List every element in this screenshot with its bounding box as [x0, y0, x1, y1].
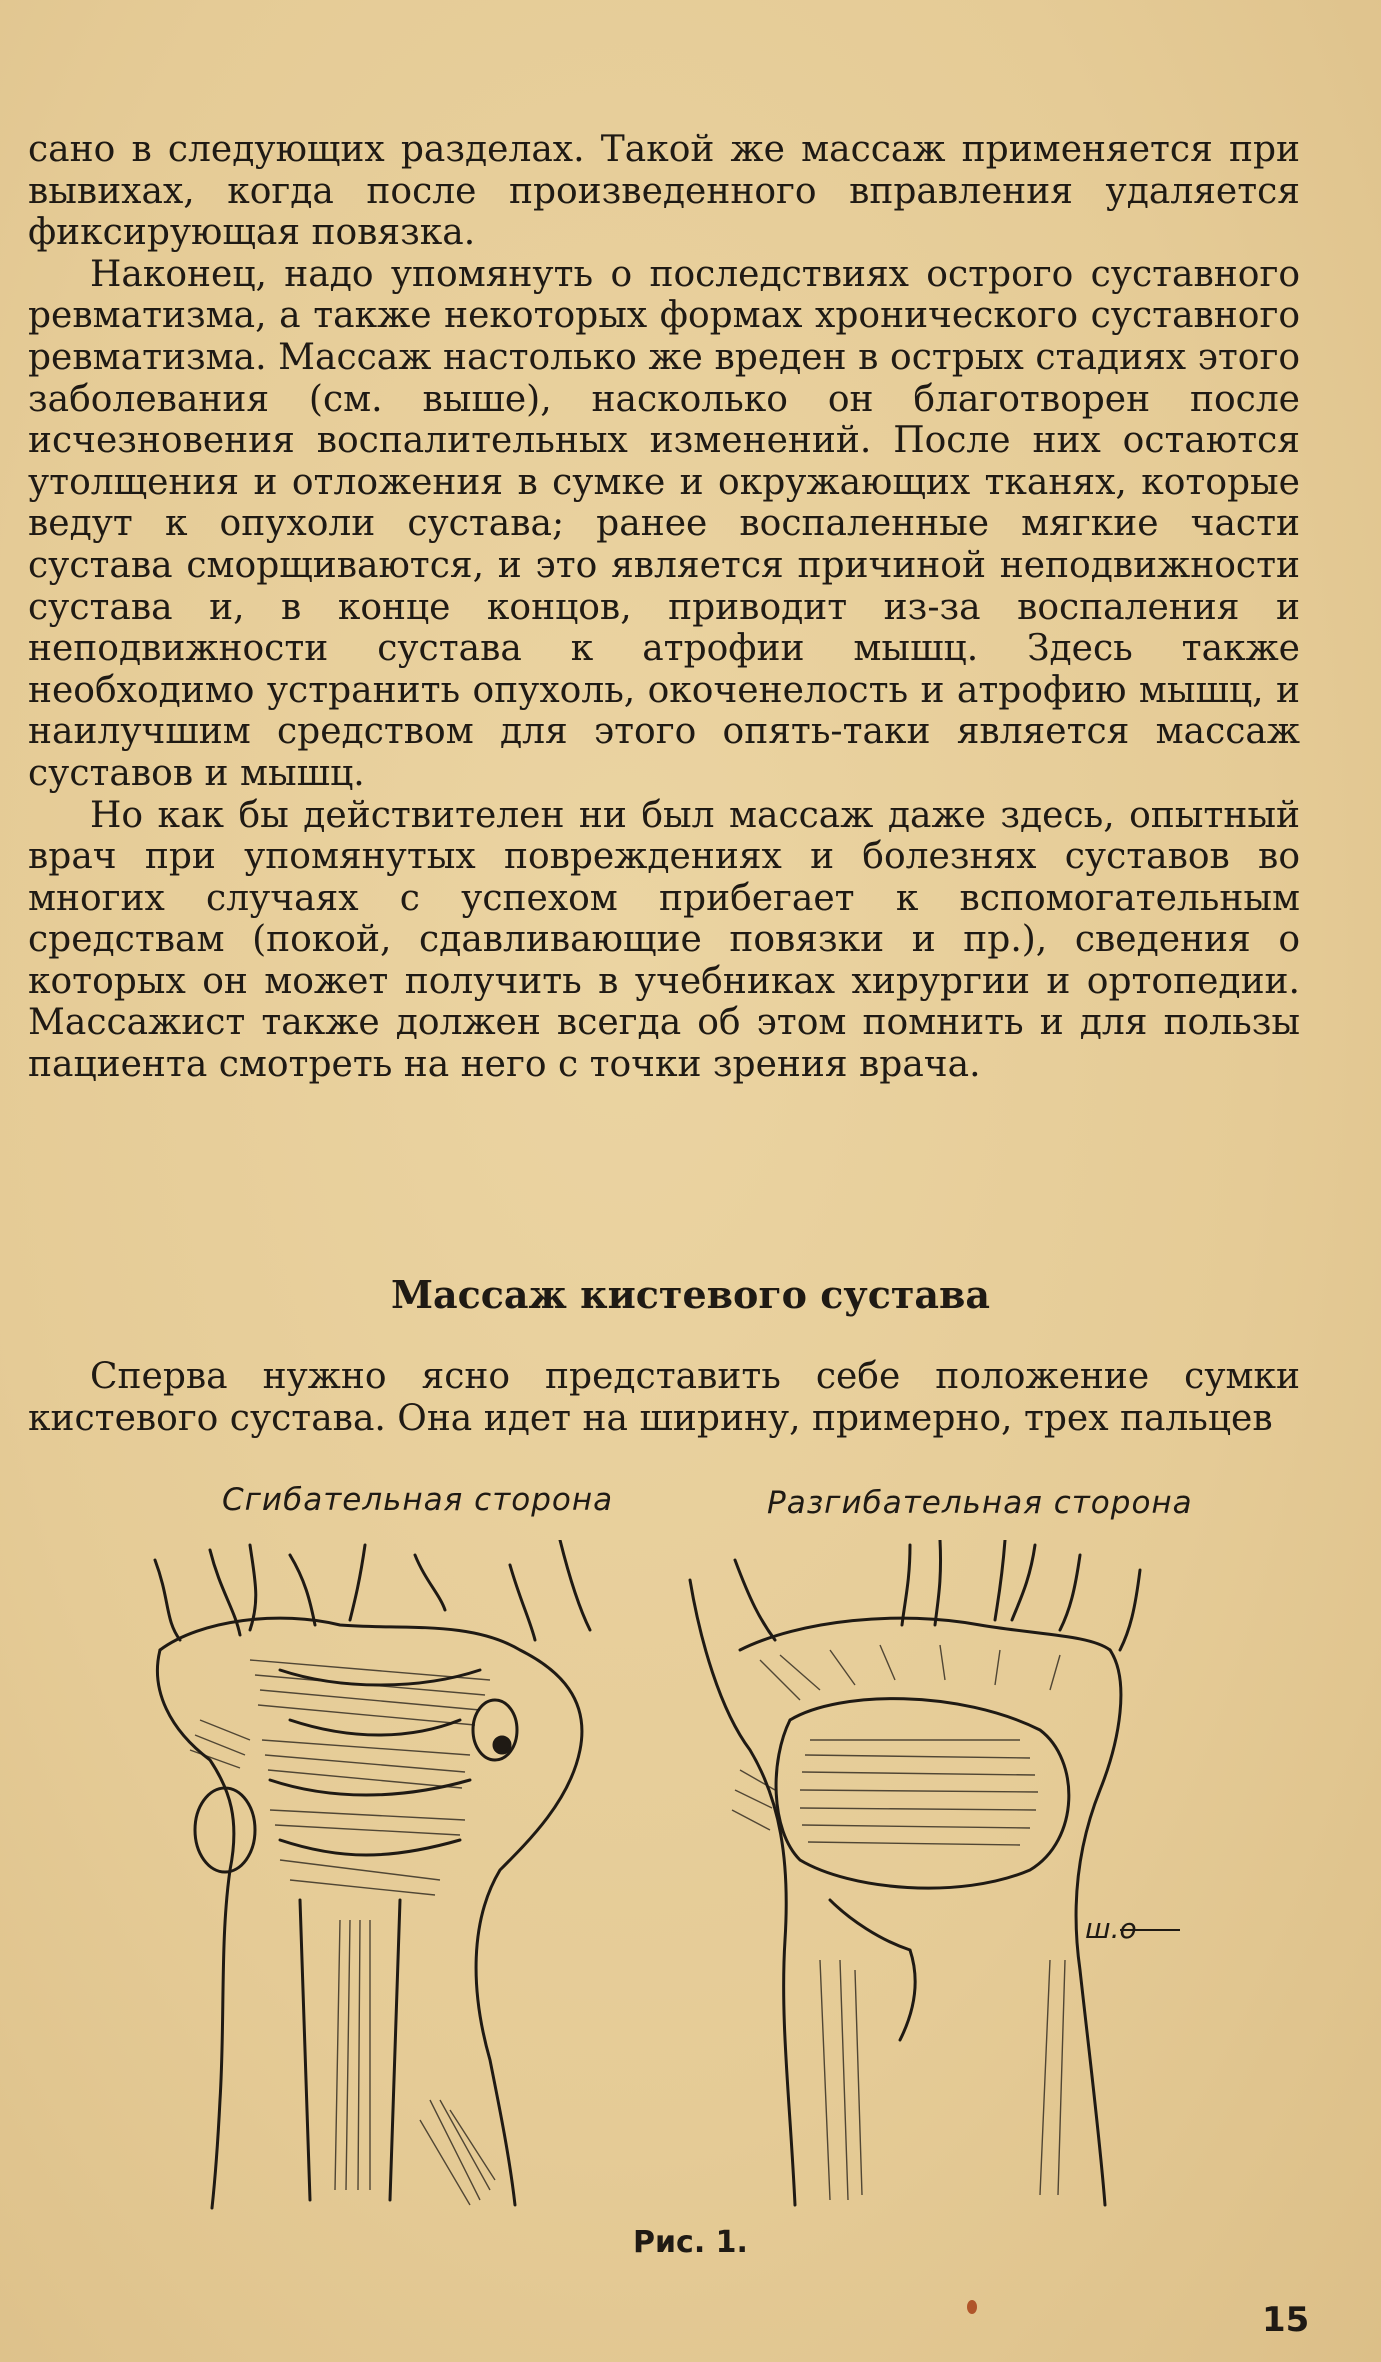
wrist-extensor-side-drawing [680, 1540, 1200, 2210]
figure-right-caption: Разгибательная сторона [767, 1485, 1193, 1521]
figure-pointer-label: ш.о [1085, 1912, 1137, 1945]
section-heading: Массаж кистевого сустава [390, 1272, 991, 1317]
body-text-top [28, 129, 1300, 1086]
paragraph-rheumatism: Наконец, надо упомянуть о последствиях острого суставного ревматизма, а также некоторых формах хронического суставного ревматизма. Массаж настолько же вреден в острых стадиях этого заболевания (см. выше), насколько он благотворен после исчезновения воспалительных изменений. После них остаются утолщения и отложения в сумке и окружающих тканях, которые ведут к опухоли сустава; ранее воспаленные мягкие части сустава сморщиваются, и это является причиной неподвижности сустава и, в конце концов, приводит из-за воспаления и неподвижности сустава к атрофии мышц. Здесь также необходимо устранить опухоль, окоченелость и атрофию мышц, и наилучшим средством для этого опять-таки является массаж суставов и мышц. [28, 253, 1300, 794]
paragraph-auxiliary-means: Но как бы действителен ни был массаж даже здесь, опытный врач при упомянутых повреждениях и болезнях суставов во многих случаях с успехом прибегает к вспомогательным средствам (покой, сдавливающие повязки и пр.), сведения о которых он может получить в учебниках хирургии и ортопедии. Массажист также должен всегда об этом помнить и для пользы пациента смотреть на него с точки зрения врача. [28, 794, 1300, 1086]
figure-left-caption: Сгибательная сторона [222, 1482, 614, 1518]
page-number: 15 [1262, 2300, 1310, 2340]
wrist-flexor-side-drawing [140, 1540, 680, 2210]
paragraph-wrist-capsule: Сперва нужно ясно представить себе положение сумки кистевого сустава. Она идет на ширину, примерно, трех пальцев [28, 1356, 1300, 1439]
body-text-section [28, 1356, 1300, 1439]
ink-spot [967, 2300, 977, 2314]
paragraph-continuation: сано в следующих разделах. Такой же массаж применяется при вывихах, когда после произведенного вправления удаляется фиксирующая повязка. [28, 129, 1300, 254]
figure-caption: Рис. 1. [633, 2225, 748, 2260]
